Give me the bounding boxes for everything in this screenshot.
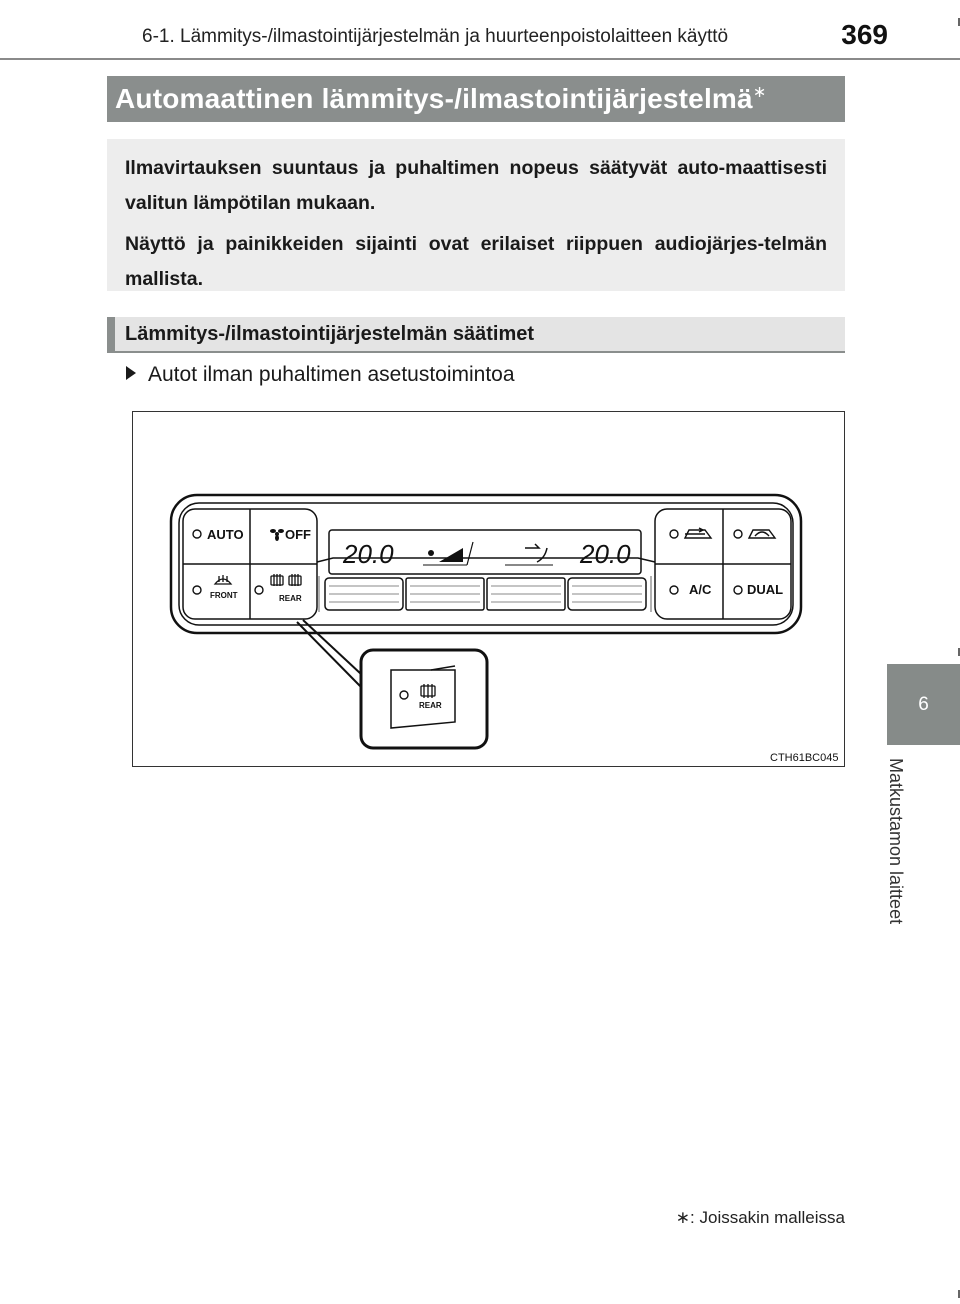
dual-button-label: DUAL [747, 582, 784, 597]
temp-right: 20.0 [580, 539, 631, 569]
section-title-text: Automaattinen lämmitys-/ilmastointijärjestelmä [115, 83, 753, 114]
intro-paragraph: Ilmavirtauksen suuntaus ja puhaltimen nopeus säätyvät auto-maattisesti valitun lämpötilan mukaan. [125, 157, 827, 214]
bullet-text: Autot ilman puhaltimen asetustoimintoa [148, 363, 515, 386]
triangle-bullet-icon [126, 366, 136, 380]
chapter-label [870, 758, 942, 958]
figure-code: CTH61BC045 [770, 752, 839, 764]
running-header: 6-1. Lämmitys-/ilmastointijärjestelmän ja huurteenpoistolaitteen käyttö [142, 26, 729, 47]
page-number: 369 [841, 19, 888, 50]
model-note-mark: ∗ [752, 84, 767, 101]
footnote [650, 1208, 845, 1228]
chapter-label-text: Matkustamon laitteet [886, 758, 906, 925]
bullet-item [126, 363, 515, 387]
intro-paragraph: Näyttö ja painikkeiden sijainti ovat erilaiset riippuen audiojärjes-telmän mallista. [125, 233, 827, 290]
footnote-text: : Joissakin malleissa [690, 1208, 845, 1227]
control-panel-figure [132, 411, 845, 767]
subsection-title: Lämmitys-/ilmastointijärjestelmän säätimet [107, 317, 845, 353]
section-title [107, 76, 845, 122]
control-panel-illustration [133, 412, 844, 766]
inset-rear-label: REAR [419, 701, 442, 710]
chapter-tab [887, 664, 960, 745]
chapter-number: 6 [918, 693, 929, 715]
footnote-mark: ∗ [675, 1208, 691, 1227]
header-divider [0, 58, 960, 60]
intro-box [107, 139, 845, 291]
rear-button-label: REAR [279, 594, 302, 603]
auto-button-label: AUTO [207, 527, 244, 542]
ac-button-label: A/C [689, 582, 712, 597]
off-button-label: OFF [285, 527, 311, 542]
front-button-label: FRONT [210, 591, 238, 600]
temp-left: 20.0 [343, 539, 394, 569]
